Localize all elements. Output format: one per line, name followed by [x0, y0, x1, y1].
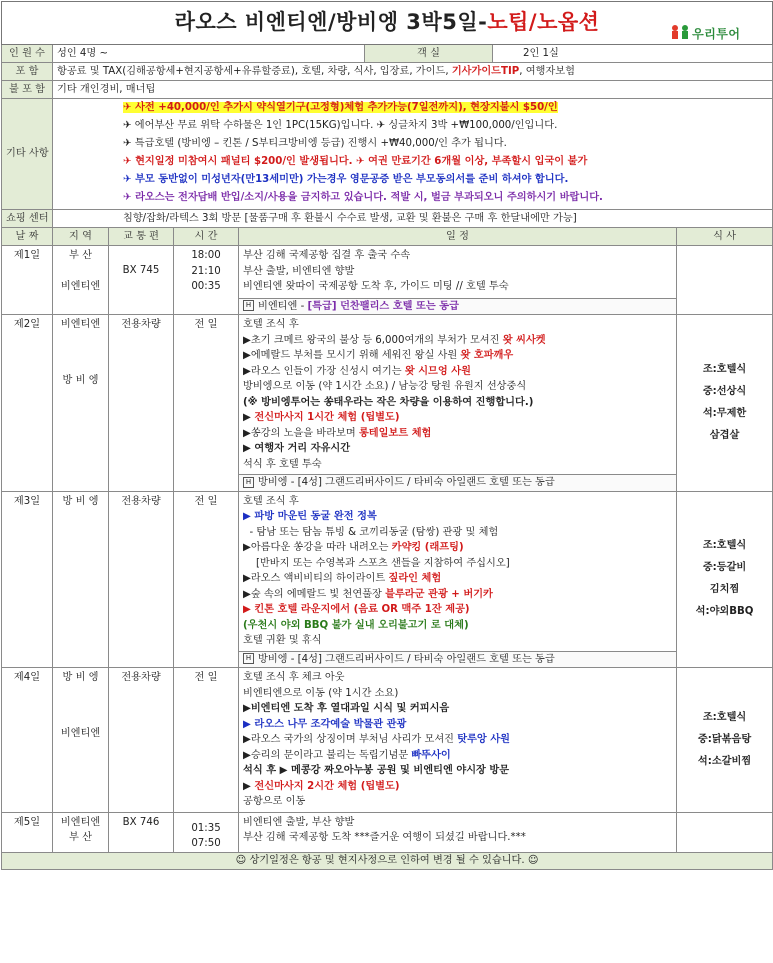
day-2-meal-1: 조:호텔식: [702, 363, 747, 375]
day-4-line-3: ▶비엔티엔 도착 후 열대과일 시식 및 커피시음: [243, 703, 450, 714]
day-1-region: [53, 246, 109, 315]
day-5-time-1: 01:35: [191, 822, 221, 834]
etc-line-2: ✈ 에어부산 무료 위탁 수하물은 1인 1PC(15KG)입니다. ✈ 싱글차지 3박 +₩100,000/인입니다.: [123, 120, 558, 131]
day-1-itinerary: [239, 246, 677, 315]
day-3-line-8: ▶ 킨톤 호텔 라운지에서 (음료 OR 맥주 1잔 제공): [243, 604, 470, 615]
line-plain-text: ▶라오스 액비비티의 하이라이트: [243, 573, 389, 584]
day-4-line-1: 호텔 조식 후 체크 아웃: [243, 672, 345, 683]
day-2-meal-4: 삼겹살: [709, 429, 740, 441]
hotel-icon: H: [243, 477, 254, 488]
day-1-region-1: 부 산: [69, 250, 92, 261]
day-3-line-6: [243, 571, 672, 587]
day-2-line-10: 석식 후 호텔 투숙: [243, 458, 322, 470]
day-1-hotel: [239, 298, 676, 315]
day-5-line-1: 비엔티엔 출발, 부산 향발: [243, 816, 355, 828]
day-3-line-7: [243, 587, 672, 603]
day-1-hotel-a: 비엔티엔 -: [258, 300, 308, 312]
logo-figures-icon: [670, 24, 692, 40]
etc-line-1: [123, 99, 768, 117]
day-2-line-5: 방비엥으로 이동 (약 1시간 소요) / 남능강 탕원 유원지 선상중식: [243, 381, 527, 392]
line-plain-text: ▶: [243, 412, 255, 423]
day-4-line-2: 비엔티엔으로 이동 (약 1시간 소요): [243, 687, 399, 699]
day-5-region-2: 부 산: [69, 832, 92, 843]
day-4-region-2: 비엔티엔: [60, 727, 101, 739]
line-plain-text: ▶: [243, 780, 255, 792]
room-value: [493, 45, 773, 63]
line-highlight-text: 빠뚜사이: [411, 749, 451, 761]
day-4-time: 전 일: [174, 668, 239, 813]
exclude-label: 불 포 함: [2, 81, 53, 99]
day-3-meal-1: 조:호텔식: [702, 540, 747, 552]
day-row-2: [2, 315, 773, 492]
line-highlight-text: 블루라군 관광 + 버기카: [385, 588, 493, 600]
include-label: 포 함: [2, 63, 53, 81]
day-1-hotel-b: [특급] 던찬팰리스 호텔 또는 동급: [307, 300, 459, 312]
day-1-time-3: 00:35: [191, 281, 221, 292]
day-2-line-2: [243, 333, 672, 349]
etc-line-4: ✈ 현지일정 미참여시 패널티 $200/인 발생됩니다. ✈ 여권 만료기간 6개월 이상, 부족할시 입국이 불가: [123, 156, 588, 167]
day-5-time-2: 07:50: [191, 838, 221, 849]
day-4-meal-1: 조:호텔식: [702, 711, 747, 723]
day-4-transport: 전용차량: [109, 668, 174, 813]
day-2-region: [53, 315, 109, 492]
title-cell: [2, 2, 773, 45]
day-4-line-6: [243, 748, 672, 764]
include-value: [53, 63, 773, 81]
day-4-meal-3: 석:소갈비찜: [697, 755, 752, 767]
line-plain-text: ▶라오스 국가의 상징이며 부처님 사리가 모셔진: [243, 734, 458, 745]
day-3-date: 제3일: [2, 491, 53, 668]
line-highlight-text: 왓 호파깨우: [460, 350, 514, 361]
etc-line-6: ✈ 라오스는 전자담배 반입/소지/사용을 금지하고 있습니다. 적발 시, 벌금 부과되오니 주의하시기 바랍니다.: [123, 192, 603, 203]
room-value-text: 2인 1실: [523, 47, 559, 59]
shop-value: [53, 210, 773, 228]
hotel-icon: H: [243, 653, 254, 664]
day-4-line-5: [243, 732, 672, 748]
day-1-time-2: 21:10: [191, 265, 221, 277]
include-text-a: 항공료 및 TAX(김해공항세+현지공항세+유류할증료), 호텔, 차량, 식사, 입장료, 가이드,: [57, 65, 452, 77]
company-logo: [670, 11, 741, 41]
exclude-value: 기타 개인경비, 매너팁: [53, 81, 773, 99]
day-4-line-7: 석식 후 ▶ 메콩강 짜오아누봉 공원 및 비엔티엔 야시장 방문: [243, 765, 510, 776]
etc-value: [53, 99, 773, 210]
day-3-line-1: 호텔 조식 후: [243, 495, 299, 507]
day-3-hotel-text: 방비엥 - [4성] 그랜드리버사이드 / 타비숙 아일랜드 호텔 또는 동급: [258, 653, 555, 665]
title-main: 라오스 비엔티엔/방비엥 3박5일-: [174, 10, 488, 34]
line-plain-text: ▶쏭강의 노을을 바라보며: [243, 427, 359, 439]
day-2-time: 전 일: [174, 315, 239, 492]
day-4-itinerary: [239, 668, 677, 813]
include-text-tip: 기사가이드TIP: [451, 65, 520, 77]
day-5-region: [53, 812, 109, 852]
day-3-hotel: [239, 651, 676, 668]
day-2-hotel-text: 방비엥 - [4성] 그랜드리버사이드 / 타비숙 아일랜드 호텔 또는 동급: [258, 477, 555, 488]
day-2-line-3: [243, 348, 672, 364]
title-accent: 노팁/노옵션: [487, 10, 600, 34]
day-3-meal-4: 석:야외BBQ: [695, 606, 754, 618]
day-5-line-2: 부산 김해 국제공항 도착 ***즐거운 여행이 되셨길 바랍니다.***: [243, 832, 526, 843]
logo-text: 우리투어: [692, 27, 741, 41]
itinerary-table: [1, 1, 773, 870]
day-4-line-4: ▶ 라오스 나무 조각예술 박물관 관광: [243, 718, 407, 730]
line-plain-text: ▶아름다운 쏭강을 따라 내려오는: [243, 542, 392, 553]
day-1-region-2: 비엔티엔: [60, 280, 101, 292]
line-highlight-text: 짚라인 체험: [388, 573, 442, 584]
day-1-date: 제1일: [2, 246, 53, 315]
day-3-line-4: [243, 540, 672, 556]
line-highlight-text: 롱테일보트 체험: [358, 427, 432, 439]
day-3-line-5: [반바지 또는 수영복과 스포츠 샌들을 지참하여 주십시오]: [243, 557, 510, 569]
people-label: 인 원 수: [2, 45, 53, 63]
day-2-line-8: [243, 426, 672, 442]
col-time: 시 간: [174, 228, 239, 246]
day-4-date: 제4일: [2, 668, 53, 813]
day-1-line-1: 부산 김해 국제공항 집결 후 출국 수속: [243, 250, 411, 261]
day-1-line-2: 부산 출발, 비엔티엔 향발: [243, 265, 355, 277]
etc-line-1-text: ✈ 사전 +40,000/인 추가시 약식열기구(고정형)체험 추가가능(7일전까지), 현장지불시 $50/인: [123, 102, 558, 113]
day-5-transport: BX 746: [109, 812, 174, 852]
day-2-transport: 전용차량: [109, 315, 174, 492]
day-4-meal: [677, 668, 773, 813]
day-1-times: [174, 246, 239, 315]
day-5-meal: [677, 812, 773, 852]
line-plain-text: ▶승리의 문이라고 불리는 독립기념문: [243, 749, 412, 761]
day-3-meal-3: 김치찜: [709, 584, 740, 596]
line-plain-text: ▶숲 속의 에메랄드 빛 천연풀장: [243, 588, 386, 600]
line-plain-text: ▶라오스 인들이 가장 신성시 여기는: [243, 365, 405, 377]
day-3-region: 방 비 엥: [53, 491, 109, 668]
hotel-icon: H: [243, 300, 254, 311]
day-1-transport: [109, 246, 174, 315]
day-2-line-7: [243, 410, 672, 426]
room-label: 객 실: [365, 45, 493, 63]
shop-label: 쇼핑 센터: [2, 210, 53, 228]
day-2-region-1: 비엔티엔: [60, 319, 101, 330]
day-3-line-2: ▶ 파방 마운틴 동굴 완전 정복: [243, 511, 377, 522]
col-region: 지 역: [53, 228, 109, 246]
day-3-meal-2: 중:등갈비: [702, 562, 747, 574]
day-3-meal: [677, 491, 773, 668]
day-3-time: 전 일: [174, 491, 239, 668]
day-1-time-1: 18:00: [191, 250, 221, 261]
day-2-meal: [677, 315, 773, 492]
line-highlight-text: 카약킹 (래프팅): [391, 542, 464, 553]
day-4-region-1: 방 비 엥: [62, 672, 99, 683]
page-title: [2, 2, 772, 42]
day-2-line-4: [243, 364, 672, 380]
day-1-line-3: 비엔티엔 왓따이 국제공항 도착 후, 가이드 미팅 // 호텔 투숙: [243, 281, 509, 292]
day-4-line-9: 공항으로 이동: [243, 796, 306, 807]
day-3-itinerary: [239, 491, 677, 668]
day-2-itinerary: [239, 315, 677, 492]
day-4-line-8: [243, 779, 672, 795]
day-5-region-1: 비엔티엔: [60, 816, 101, 828]
line-highlight-text: 전신마사지 2시간 체험 (팁별도): [254, 780, 400, 792]
line-highlight-text: 전신마사지 1시간 체험 (팁별도): [254, 412, 400, 423]
etc-label: 기타 사항: [2, 99, 53, 210]
day-3-transport: 전용차량: [109, 491, 174, 668]
day-2-line-1: 호텔 조식 후: [243, 319, 299, 330]
day-2-date: 제2일: [2, 315, 53, 492]
line-plain-text: ▶에메랄드 부처를 모시기 위해 세워진 왕실 사원: [243, 350, 461, 361]
day-1-meal: [677, 246, 773, 315]
day-2-region-2: 방 비 엥: [62, 374, 99, 386]
day-1-transport-text: BX 745: [122, 265, 160, 276]
day-2-meal-3: 석:무제한: [702, 407, 747, 419]
etc-line-5: ✈ 부모 동반없이 미성년자(만13세미만) 가는경우 영문공증 받은 부모동의서를 준비 하셔야 합니다.: [123, 174, 569, 185]
include-text-c: , 여행자보험: [519, 65, 575, 77]
col-transport: 교 통 편: [109, 228, 174, 246]
day-2-line-6: (※ 방비엥투어는 쏭태우라는 작은 차량을 이용하여 진행합니다.): [243, 396, 534, 408]
day-5-times: [174, 812, 239, 852]
people-value: 성인 4명 ~: [53, 45, 365, 63]
col-itinerary: 일 정: [239, 228, 677, 246]
line-highlight-text: 왓 시므엉 사원: [404, 365, 471, 377]
day-row-1: [2, 246, 773, 315]
day-2-line-9: ▶ 여행자 거리 자유시간: [243, 443, 351, 454]
itinerary-document: [1, 1, 772, 870]
day-3-line-10: 호텔 귀환 및 휴식: [243, 635, 322, 646]
line-highlight-text: 왓 씨사켓: [502, 334, 546, 346]
day-3-line-3: - 탐남 또는 탐놈 튜빙 & 코끼리동굴 (탐쌍) 관광 및 체험: [243, 526, 499, 538]
day-row-4: [2, 668, 773, 813]
day-2-meal-2: 중:선상식: [702, 385, 747, 397]
footer-note: ☺ 상기일정은 항공 및 현지사정으로 인하여 변경 될 수 있습니다. ☺: [2, 852, 773, 869]
line-plain-text: ▶초기 크메르 왕국의 불상 등 6,000여개의 부처가 모셔진: [243, 334, 503, 346]
line-highlight-text: 탓루앙 사원: [457, 734, 511, 745]
day-5-itinerary: [239, 812, 677, 852]
day-4-meal-2: 중:닭볶음탕: [697, 733, 752, 745]
col-date: 날 짜: [2, 228, 53, 246]
day-3-line-9: (우천시 야외 BBQ 불가 실내 오리불고기 로 대체): [243, 619, 469, 631]
day-2-hotel: [239, 474, 676, 491]
day-row-3: [2, 491, 773, 668]
etc-line-3: ✈ 특급호텔 (방비엥 – 킨톤 / S부티크방비엥 등급) 진행시 +₩40,000/인 추가 됩니다.: [123, 138, 507, 149]
day-row-5: [2, 812, 773, 852]
day-4-region: [53, 668, 109, 813]
shop-value-text: 침향/잡화/라텍스 3회 방문 [물품구매 후 환불시 수수료 발생, 교환 및 환불은 구매 후 한달내에만 가능]: [123, 212, 577, 224]
day-5-date: 제5일: [2, 812, 53, 852]
col-meal: 식 사: [677, 228, 773, 246]
